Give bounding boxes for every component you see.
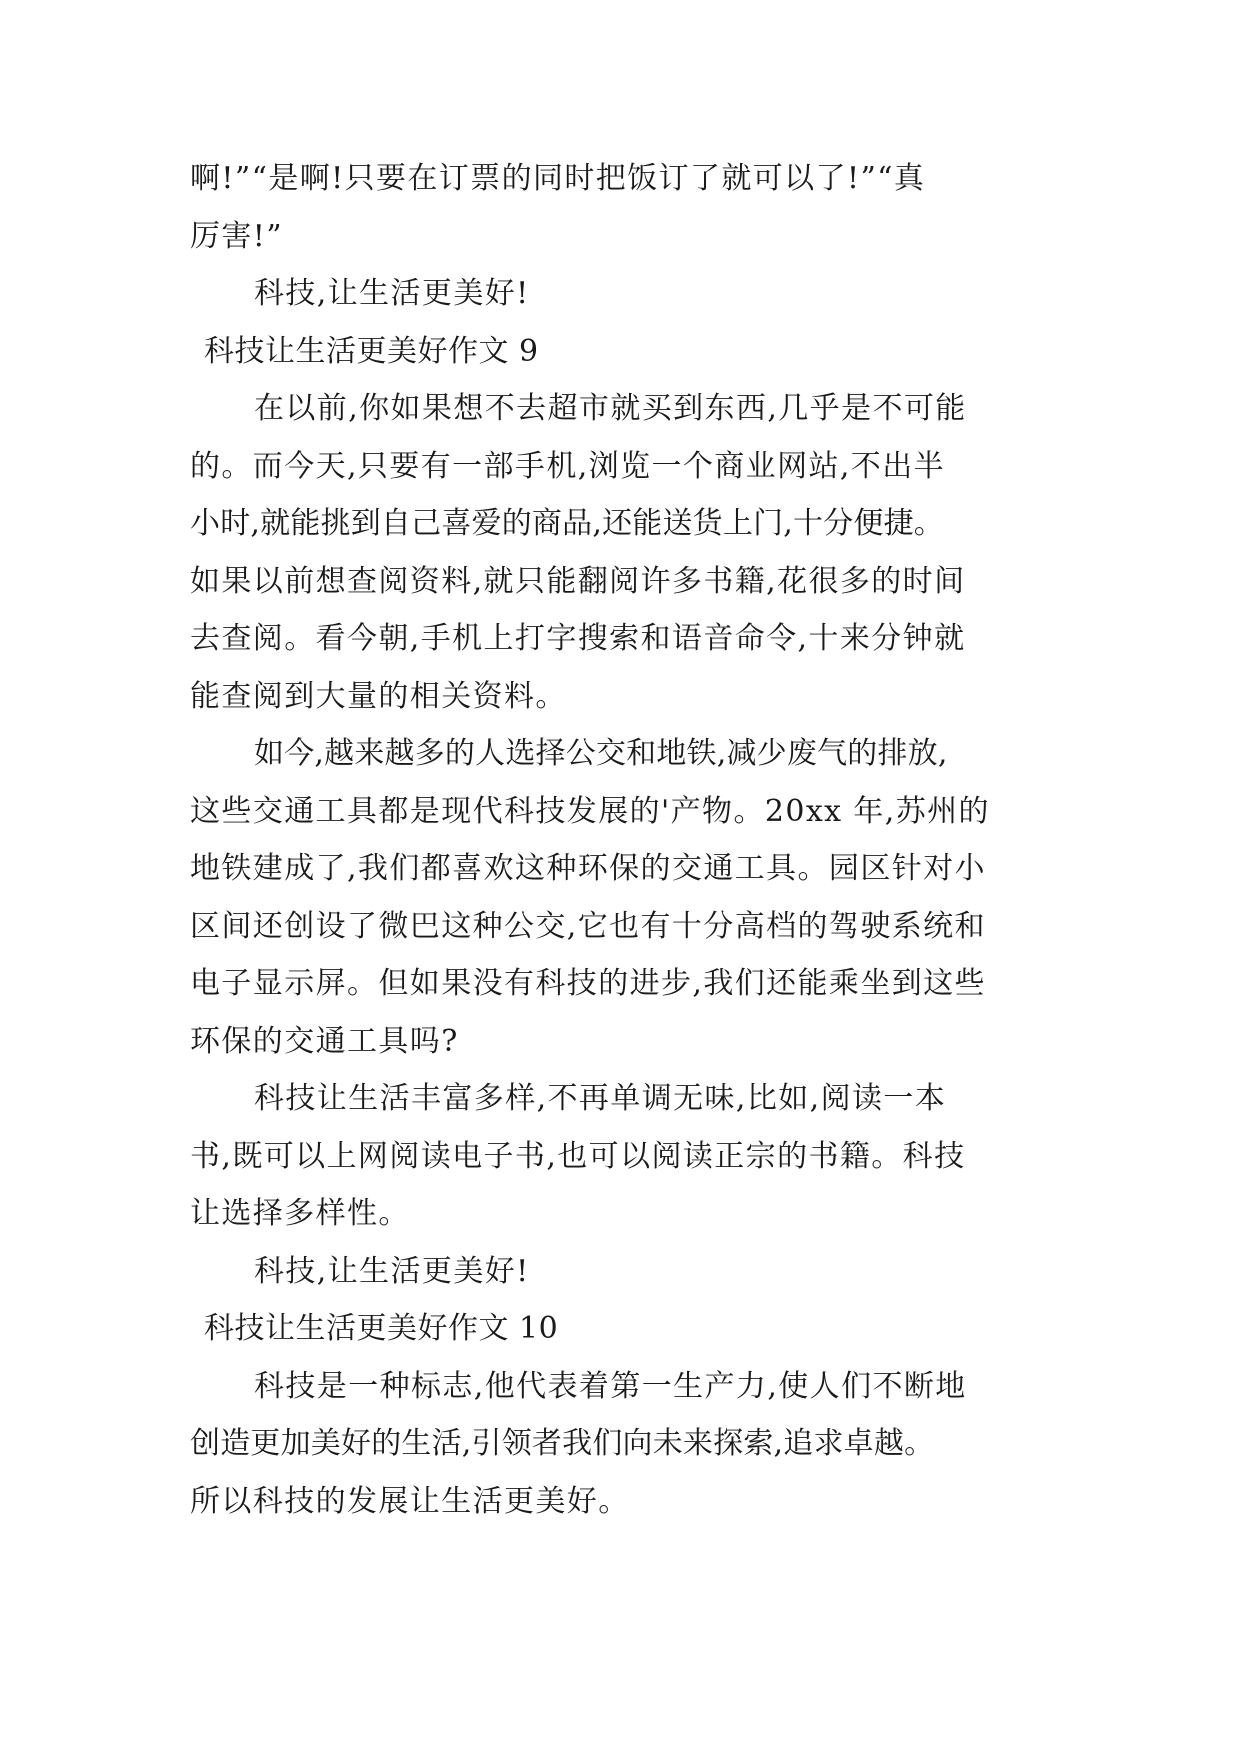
paragraph-continued — [190, 150, 1060, 265]
paragraph — [190, 265, 1060, 323]
paragraph — [190, 1358, 1060, 1531]
text-line: 这些交通工具都是现代科技发展的'产物。20xx 年,苏州的 — [190, 793, 990, 829]
text-line: 小时,就能挑到自己喜爱的商品,还能送货上门,十分便捷。 — [190, 506, 945, 541]
paragraph — [190, 1070, 1060, 1243]
text-line: 区间还创设了微巴这种公交,它也有十分高档的驾驶系统和 — [190, 908, 986, 944]
text-line: 科技,让生活更美好! — [254, 276, 530, 311]
paragraph — [190, 380, 1060, 725]
text-line: 在以前,你如果想不去超市就买到东西,几乎是不可能 — [254, 391, 967, 426]
heading-text: 科技让生活更美好作文 10 — [204, 1311, 559, 1346]
text-line: 让选择多样性。 — [190, 1196, 410, 1231]
text-line: 所以科技的发展让生活更美好。 — [190, 1483, 630, 1519]
text-line: 能查阅到大量的相关资料。 — [190, 678, 567, 714]
section-heading-10 — [190, 1300, 1060, 1358]
text-line: 科技,让生活更美好! — [254, 1253, 530, 1289]
heading-text: 科技让生活更美好作文 9 — [204, 333, 539, 369]
text-line: 环保的交通工具吗? — [190, 1023, 459, 1059]
text-line: 如今,越来越多的人选择公交和地铁,减少废气的排放, — [254, 736, 948, 771]
text-line: 书,既可以上网阅读电子书,也可以阅读正宗的书籍。科技 — [190, 1138, 966, 1174]
document-body — [190, 150, 1060, 1530]
text-line: 地铁建成了,我们都喜欢这种环保的交通工具。园区针对小 — [190, 851, 986, 886]
text-line: 去查阅。看今朝,手机上打字搜索和语音命令,十来分钟就 — [190, 621, 966, 656]
paragraph — [190, 725, 1060, 1070]
text-line: 厉害!” — [190, 218, 283, 254]
text-line: 电子显示屏。但如果没有科技的进步,我们还能乘坐到这些 — [190, 966, 986, 1001]
text-line: 科技是一种标志,他代表着第一生产力,使人们不断地 — [254, 1368, 967, 1404]
text-line: 创造更加美好的生活,引领者我们向未来探索,追求卓越。 — [190, 1426, 935, 1461]
paragraph — [190, 1243, 1060, 1301]
text-line: 的。而今天,只要有一部手机,浏览一个商业网站,不出半 — [190, 448, 946, 484]
section-heading-9 — [190, 323, 1060, 381]
text-line: 啊!”“是啊!只要在订票的同时把饭订了就可以了!”“真 — [190, 161, 926, 196]
text-line: 科技让生活丰富多样,不再单调无味,比如,阅读一本 — [254, 1081, 947, 1116]
text-line: 如果以前想查阅资料,就只能翻阅许多书籍,花很多的时间 — [190, 563, 966, 599]
